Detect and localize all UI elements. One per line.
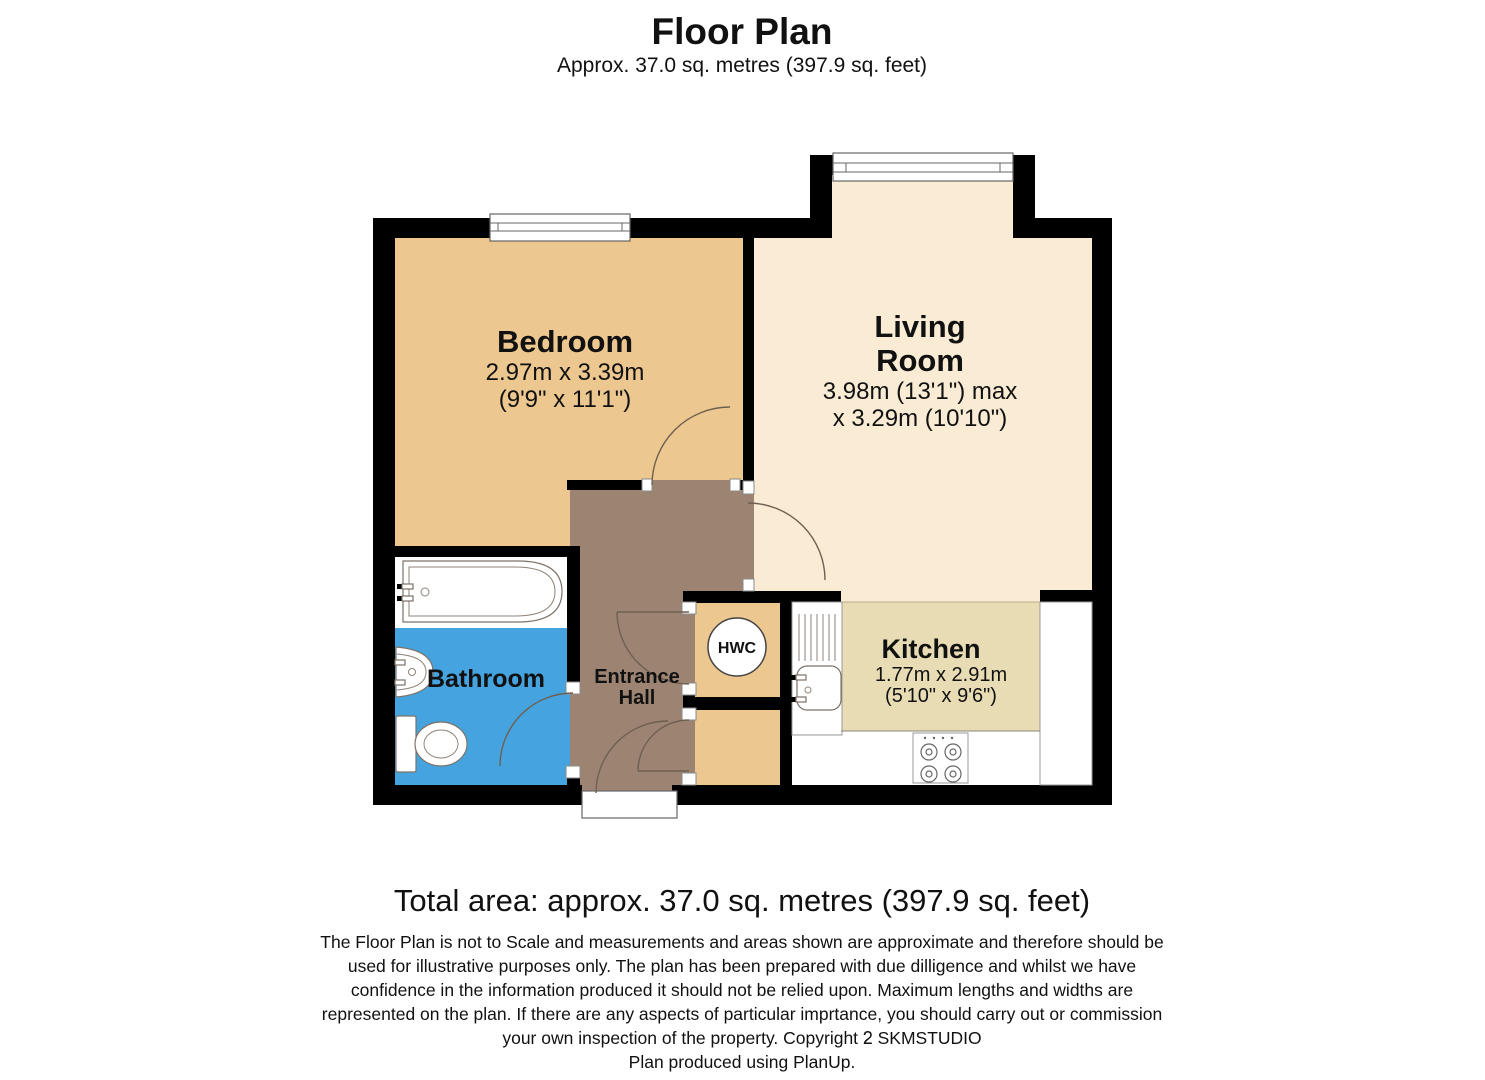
living-room-dims-line2: x 3.29m (10'10"): [832, 405, 1008, 432]
kitchen-name: Kitchen: [881, 634, 981, 664]
wall-left: [373, 218, 395, 805]
front-door-threshold: [582, 791, 677, 818]
wall-bottom-left: [373, 785, 582, 805]
wall-hwc-right: [780, 591, 792, 785]
living-room-dims-line1: 3.98m (13'1") max: [822, 378, 1018, 405]
wall-kitchen-top-right: [1040, 590, 1092, 602]
wall-bathroom-right-lower: [567, 778, 580, 788]
jamb-bathroom-bottom: [566, 766, 580, 778]
disclaimer-line: Plan produced using PlanUp.: [628, 1052, 856, 1072]
living-room-name-line2: Room: [876, 343, 964, 378]
jamb-bedroom-left: [642, 479, 652, 491]
disclaimer-line: The Floor Plan is not to Scale and measurements and areas shown are approximate and therefore should be: [320, 932, 1164, 952]
bedroom-dims-imperial: (9'9" x 11'1"): [498, 386, 632, 413]
wall-divider-foot: [743, 591, 754, 603]
kitchen-dims-imperial: (5'10" x 9'6"): [885, 685, 997, 707]
bedroom-dims-metric: 2.97m x 3.39m: [485, 359, 645, 386]
jamb-hwc-bottom: [682, 683, 696, 695]
page-title: Floor Plan: [651, 11, 833, 52]
bathroom-name: Bathroom: [426, 665, 546, 693]
bedroom-name: Bedroom: [496, 324, 634, 359]
kitchen-dims-metric: 1.77m x 2.91m: [874, 664, 1008, 686]
bedroom-window: [490, 214, 630, 241]
jamb-cupboard-bottom: [682, 773, 696, 785]
jamb-living-bottom: [743, 579, 754, 591]
living-room-bay-window: [833, 153, 1013, 181]
kitchen-hob: [913, 733, 968, 783]
wall-bathroom-top: [373, 546, 580, 557]
total-area-text: Total area: approx. 37.0 sq. metres (397.9 sq. feet): [393, 883, 1091, 918]
jamb-bathroom-top: [566, 682, 580, 694]
jamb-cupboard-top: [682, 708, 696, 720]
wall-bottom-right: [672, 785, 1112, 805]
disclaimer-line: used for illustrative purposes only. The plan has been prepared with due dilligence and whilst we have: [347, 956, 1137, 976]
disclaimer-line: represented on the plan. If there are any aspects of particular imprtance, you should carry out or commission: [321, 1004, 1163, 1024]
bedroom-labels: [486, 324, 645, 413]
disclaimer: [320, 932, 1163, 1072]
wall-right: [1092, 218, 1112, 805]
kitchen-counter-right: [1040, 602, 1092, 785]
page-subtitle: Approx. 37.0 sq. metres (397.9 sq. feet): [556, 54, 928, 77]
wall-bedroom-living-divider: [743, 238, 754, 482]
jamb-bedroom-right: [730, 479, 740, 491]
kitchen-sink-basin: [797, 666, 841, 710]
wall-bathroom-right-upper: [567, 546, 580, 682]
living-room-name-line1: Living: [874, 309, 966, 344]
entrance-hall-name-line2: Hall: [618, 687, 656, 709]
bath-tub: [397, 561, 562, 622]
wall-kitchen-top-left: [683, 591, 841, 603]
hwc-label: HWC: [717, 640, 757, 657]
disclaimer-line: your own inspection of the property. Copyright ᒿ SKMSTUDIO: [502, 1028, 982, 1048]
wall-hwc-cupboard-divider: [683, 697, 792, 710]
hwc-cylinder: [708, 618, 766, 676]
kitchen-sink-counter: [791, 602, 842, 735]
jamb-living-top: [743, 481, 754, 494]
wall-hall-top-a: [567, 480, 652, 490]
wall-bay-right: [1013, 155, 1035, 238]
disclaimer-line: confidence in the information produced it should not be relied upon. Maximum lengths and widths are: [350, 980, 1134, 1000]
entrance-hall-name-line1: Entrance: [594, 666, 680, 688]
